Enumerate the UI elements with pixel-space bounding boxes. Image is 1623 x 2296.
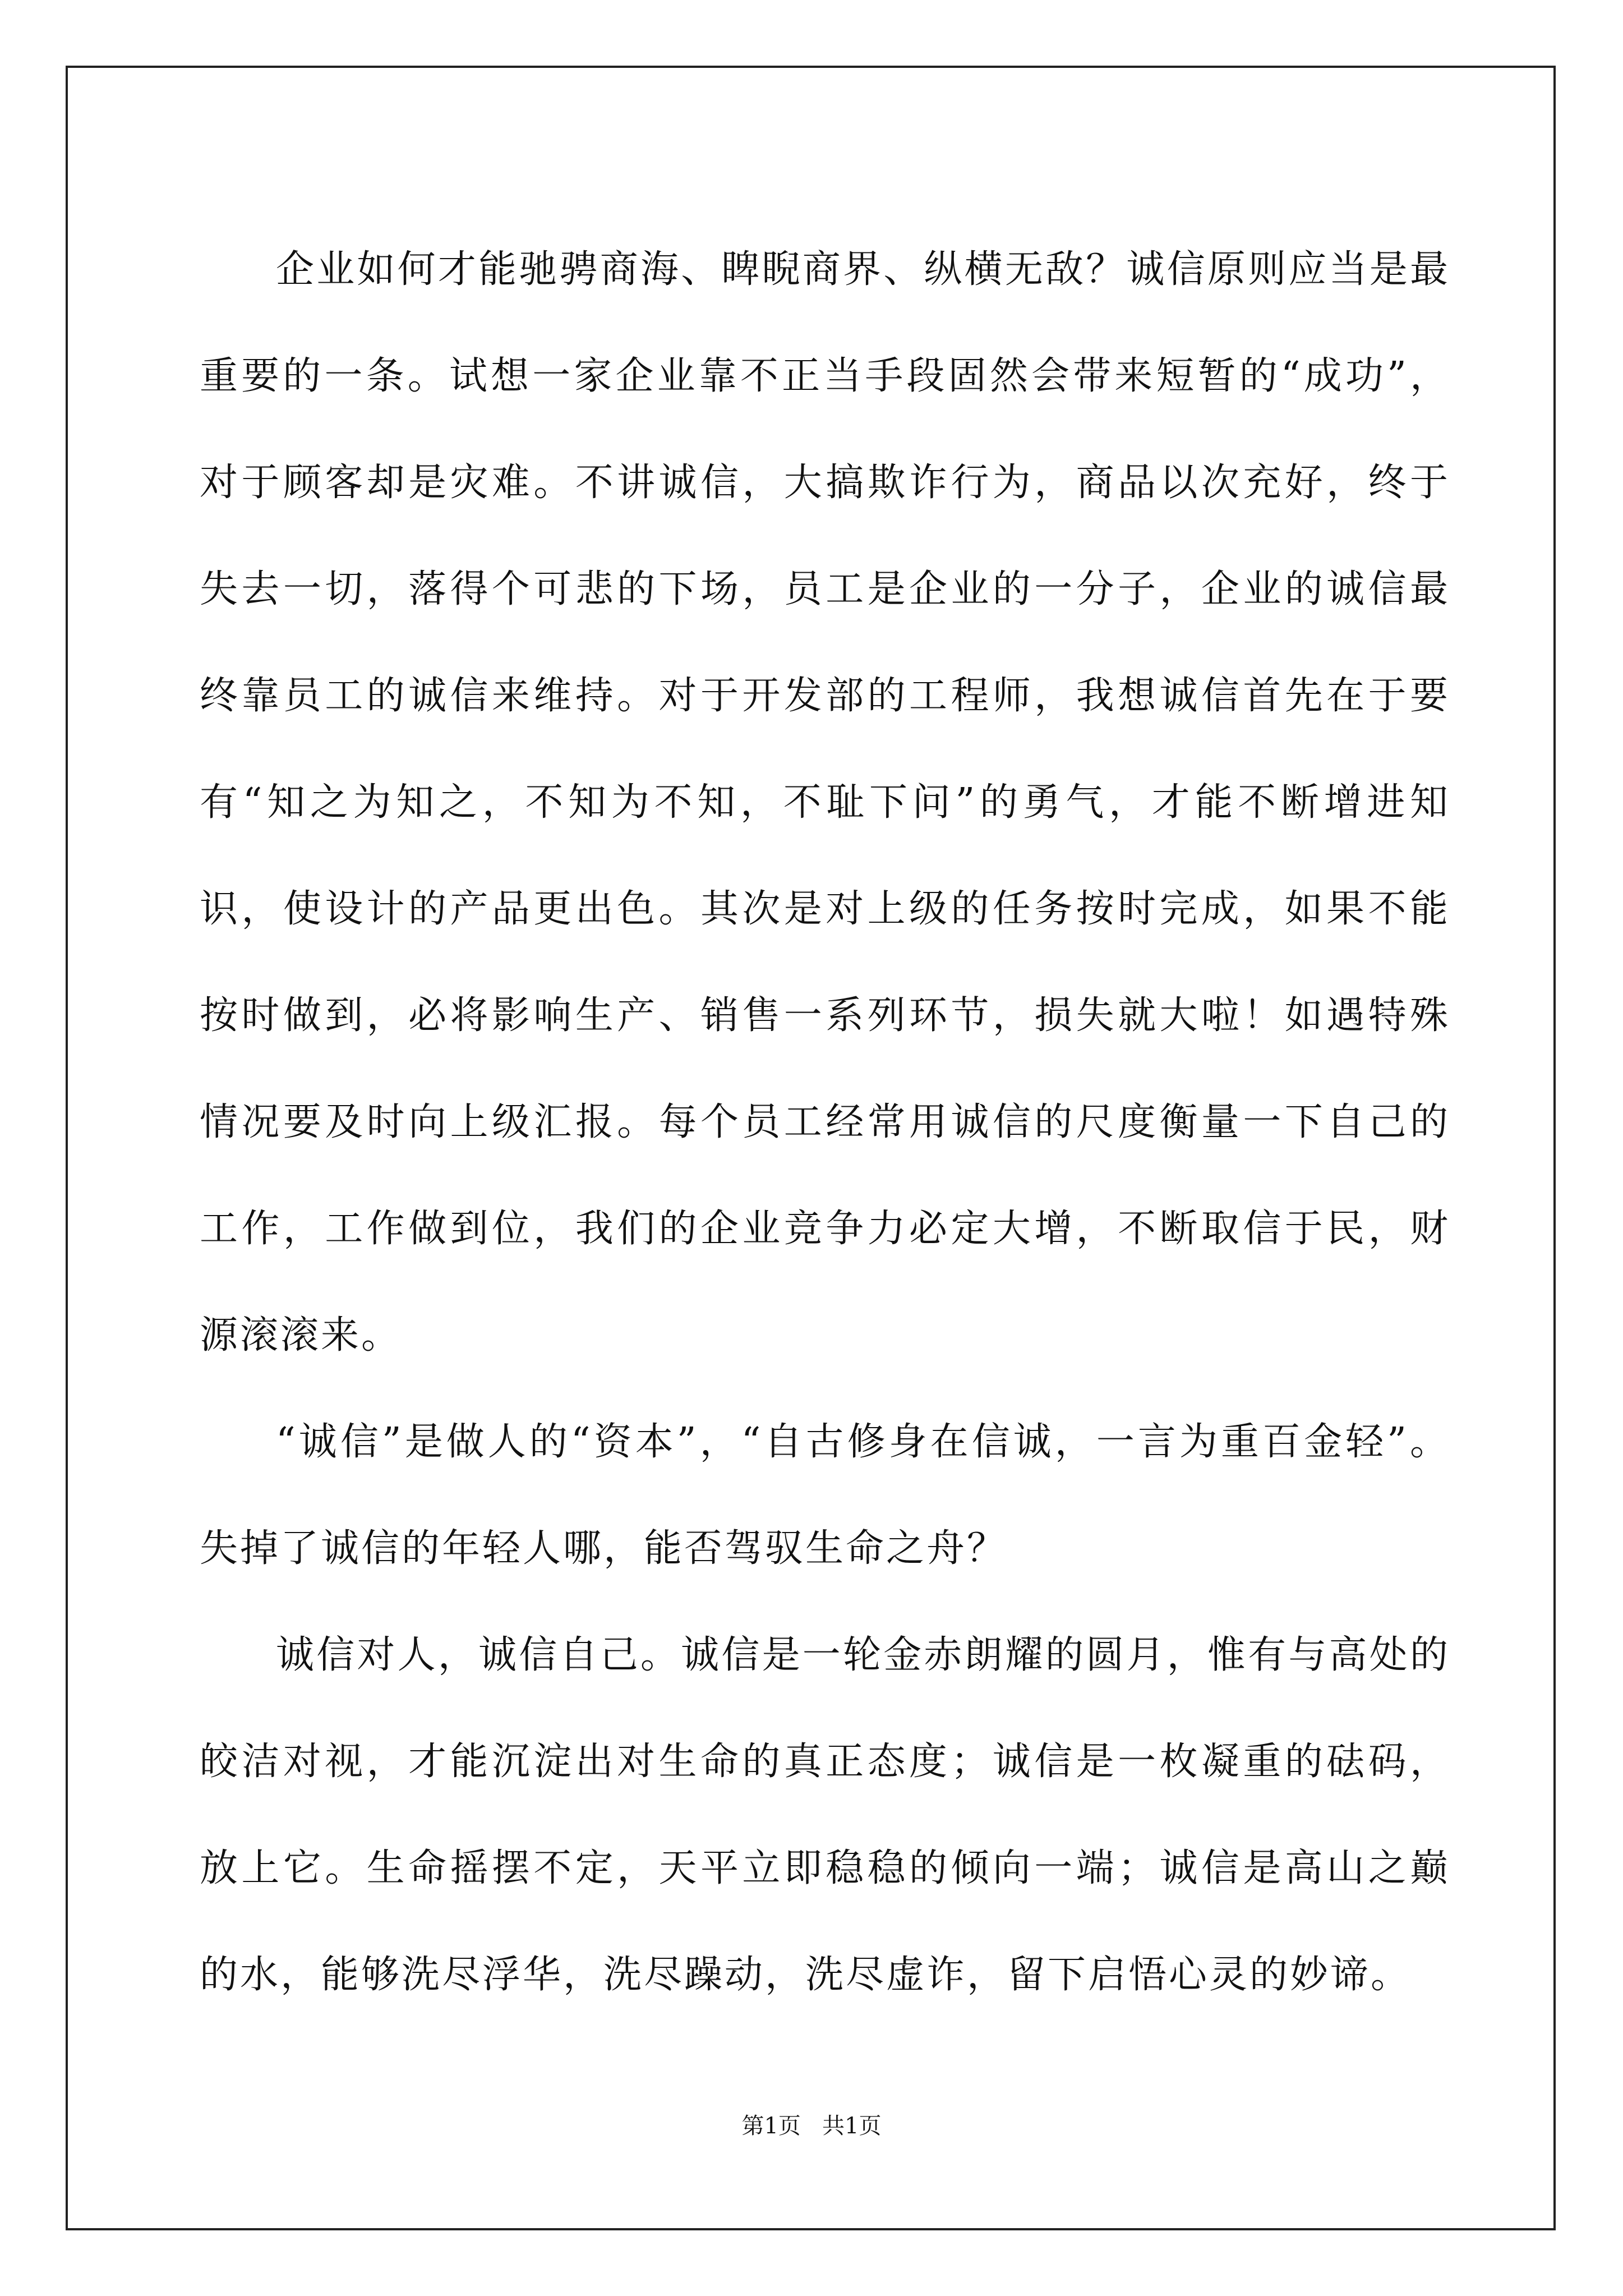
paragraph-2: “诚信”是做人的“资本”，“自古修身在信诚，一言为重百金轻”。失掉了诚信的年轻人哪，能否驾驭生命之舟？: [200, 1420, 1450, 1571]
document-body: [200, 217, 1450, 2028]
page-footer: 第1页 共1页: [741, 2113, 882, 2139]
paragraph-1: 企业如何才能驰骋商海、睥睨商界、纵横无敌？诚信原则应当是最重要的一条。试想一家企业靠不正当手段固然会带来短暂的“成功”，对于顾客却是灾难。不讲诚信，大搞欺诈行为，商品以次充好，终于失去一切，落得个可悲的下场，员工是企业的一分子，企业的诚信最终靠员工的诚信来维持。对于开发部的工程师，我想诚信首先在于要有“知之为知之，不知为不知，不耻下问”的勇气，才能不断增进知识，使设计的产品更出色。其次是对上级的任务按时完成，如果不能按时做到，必将影响生产、销售一系列环节，损失就大啦！如遇特殊情况要及时向上级汇报。每个员工经常用诚信的尺度衡量一下自己的工作，工作做到位，我们的企业竞争力必定大增，不断取信于民，财源滚滚来。: [200, 247, 1450, 1358]
paragraph-3: 诚信对人，诚信自己。诚信是一轮金赤朗耀的圆月，惟有与高处的皎洁对视，才能沉淀出对生命的真正态度；诚信是一枚凝重的砝码，放上它。生命摇摆不定，天平立即稳稳的倾向一端；诚信是高山之巅的水，能够洗尽浮华，洗尽躁动，洗尽虚诈，留下启悟心灵的妙谛。: [200, 1633, 1450, 1997]
